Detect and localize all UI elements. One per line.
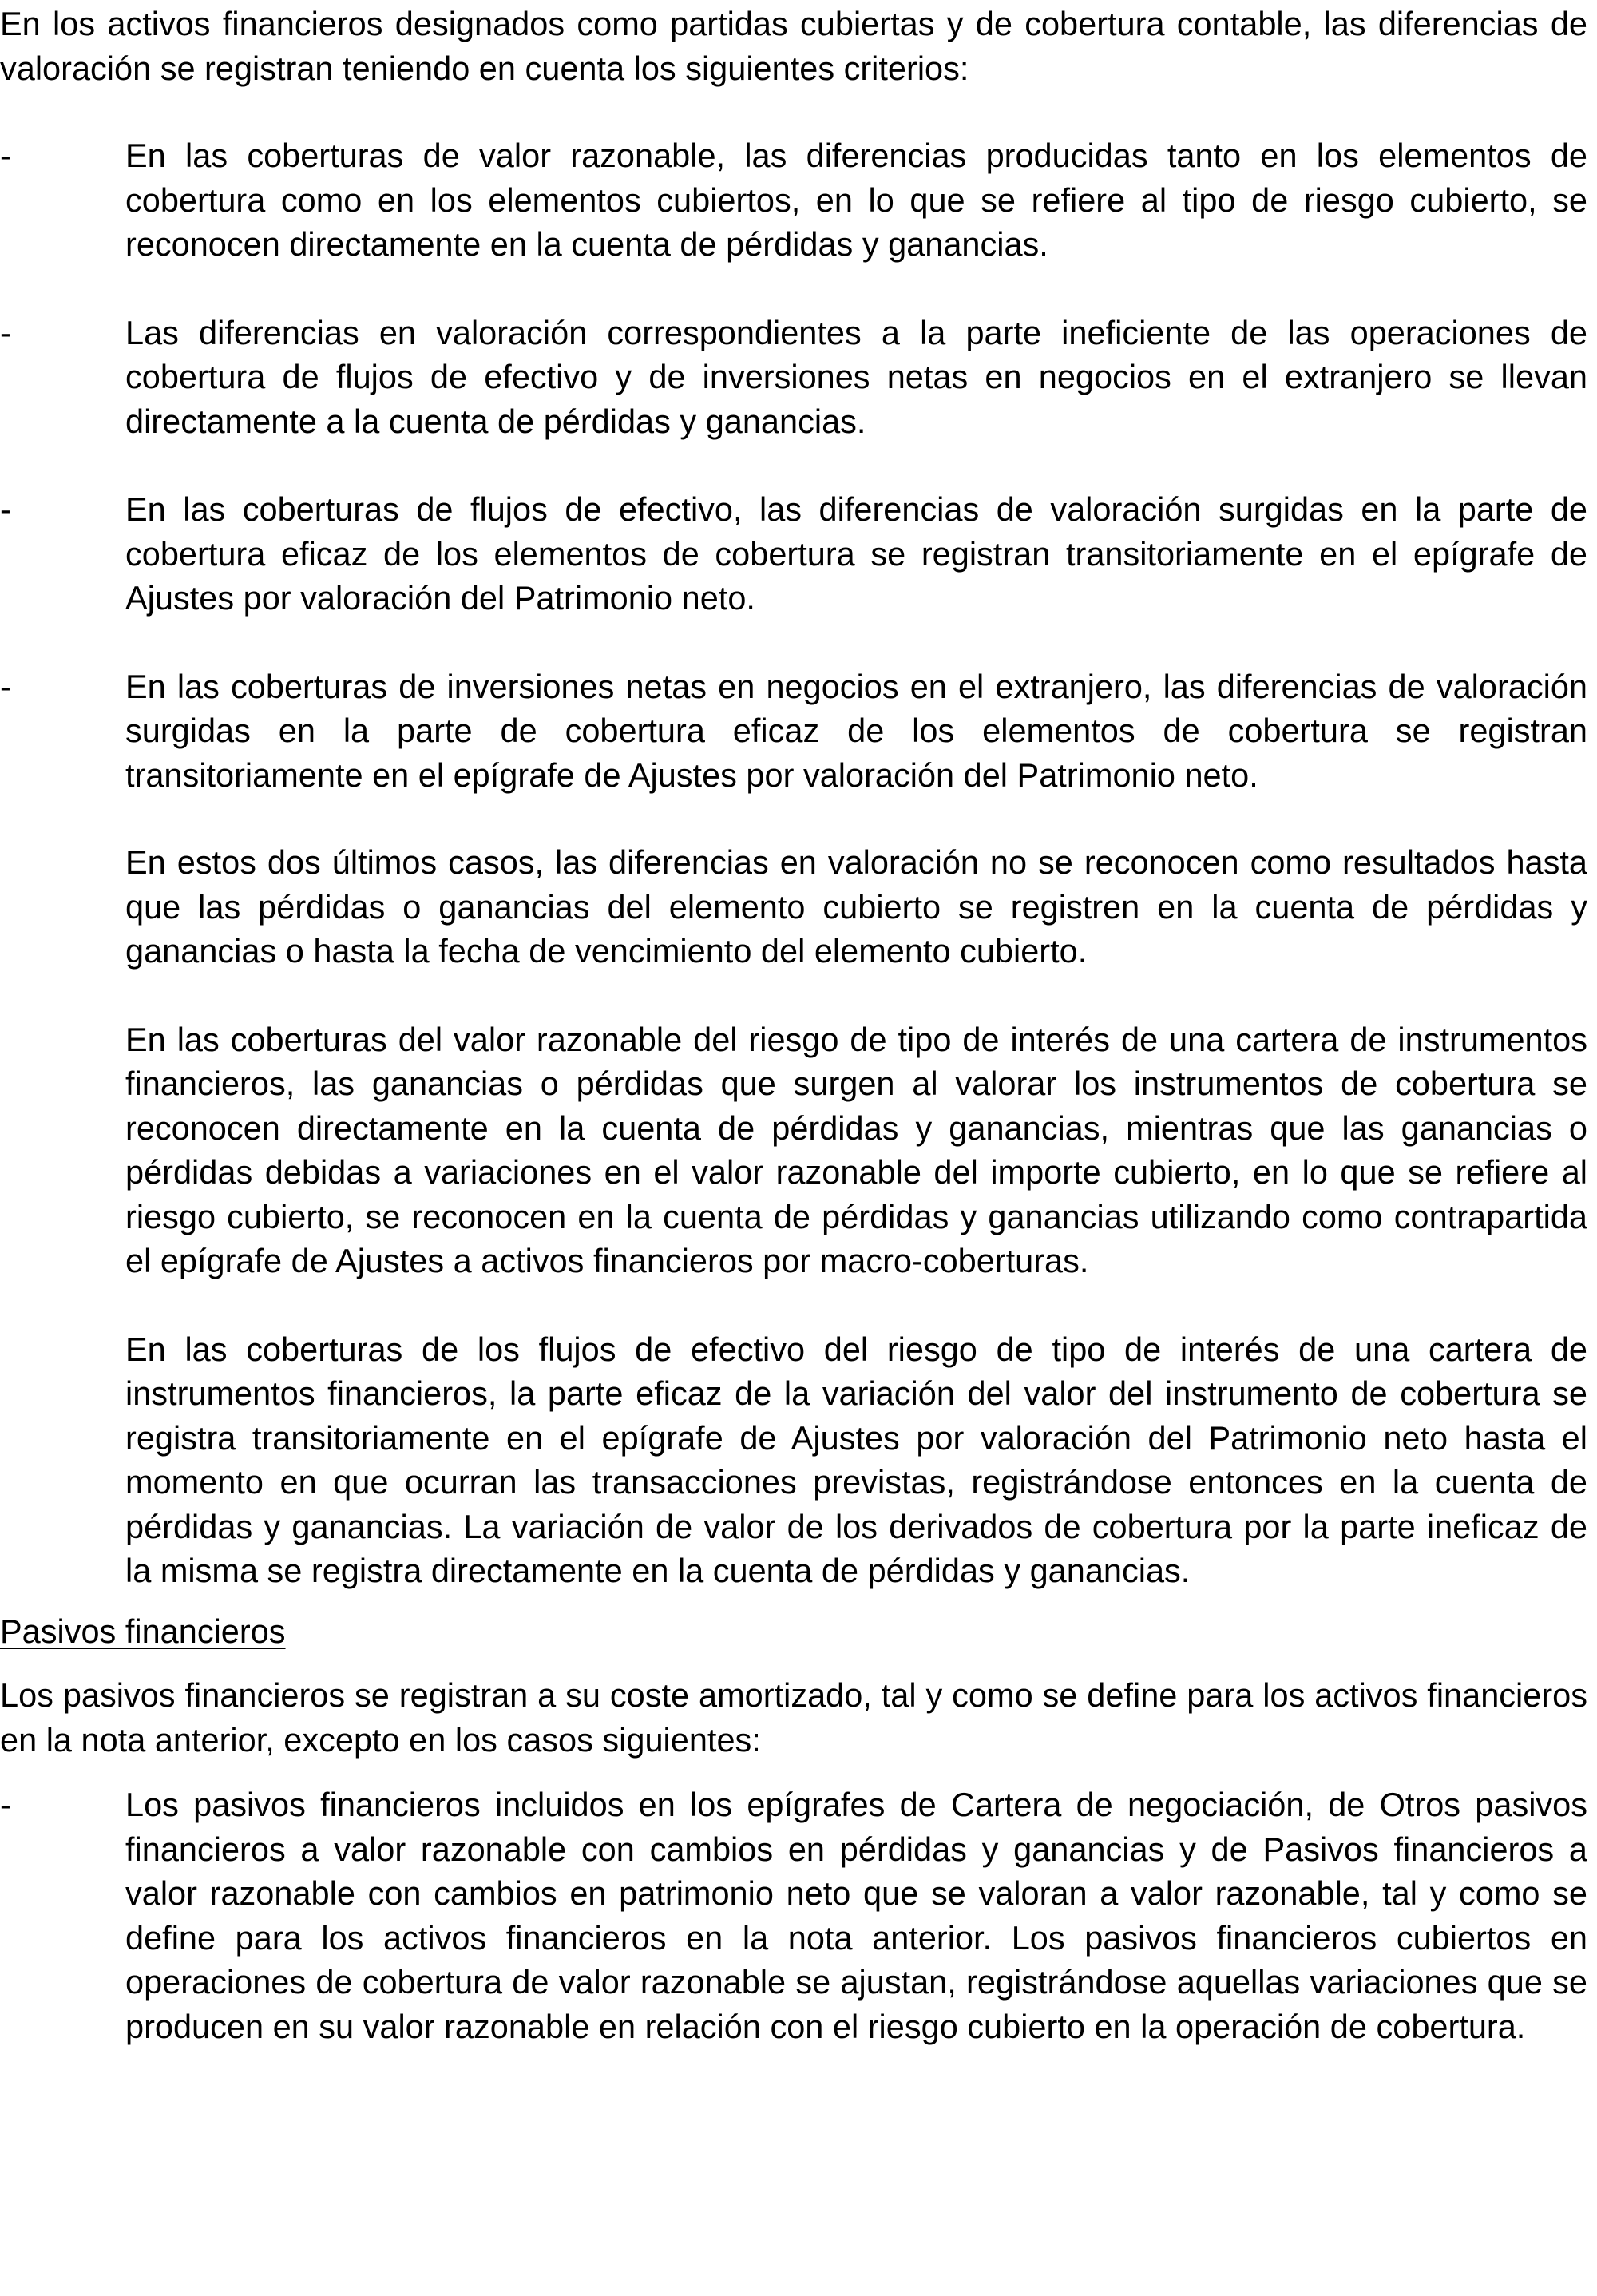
bullet-dash: - [0, 1786, 11, 1823]
list-item [0, 133, 1587, 267]
list-item-text: Los pasivos financieros incluidos en los epígrafes de Cartera de negociación, de Otros pasivos financieros a valor razonable con cambios en pérdidas y ganancias y de Pasivos financieros a valor razonable con cambios en patrimonio neto que se valoran a valor razonable, tal y como se define para los activos financieros en la nota anterior. Los pasivos financieros cubiertos en operaciones de cobertura de valor razonable se ajustan, registrándose aquellas variaciones que se producen en su valor razonable en relación con el riesgo cubierto en la operación de cobertura. [125, 1786, 1587, 2045]
indented-paragraph: En estos dos últimos casos, las diferencias en valoración no se reconocen como resultados hasta que las pérdidas o ganancias del elemento cubierto se registren en la cuenta de pérdidas y ganancias o hasta la fecha de vencimiento del elemento cubierto. [125, 843, 1587, 970]
indented-paragraph: En las coberturas de los flujos de efectivo del riesgo de tipo de interés de una cartera de instrumentos financieros, la parte eficaz de la variación del valor del instrumento de cobertura se registra transitoriamente en el epígrafe de Ajustes por valoración del Patrimonio neto hasta el momento en que ocurran las transacciones previstas, registrándose entonces en la cuenta de pérdidas y ganancias. La variación de valor de los derivados de cobertura por la parte ineficaz de la misma se registra directamente en la cuenta de pérdidas y ganancias. [125, 1330, 1587, 1589]
bullet-dash: - [0, 137, 11, 174]
bullet-dash: - [0, 490, 11, 528]
liabilities-intro-paragraph: Los pasivos financieros se registran a su coste amortizado, tal y como se define para los activos financieros en la nota anterior, excepto en los casos siguientes: [0, 1676, 1587, 1759]
list-item [0, 1782, 1587, 2048]
list-item [0, 311, 1587, 444]
list-item-text: Las diferencias en valoración correspondientes a la parte ineficiente de las operaciones de cobertura de flujos de efectivo y de inversiones netas en negocios en el extranjero se llevan directamente a la cuenta de pérdidas y ganancias. [125, 313, 1587, 440]
section-heading: Pasivos financieros [0, 1612, 286, 1650]
list-item [0, 487, 1587, 621]
indented-paragraph: En las coberturas del valor razonable del riesgo de tipo de interés de una cartera de instrumentos financieros, las ganancias o pérdidas que surgen al valorar los instrumentos de cobertura se reconocen directamente en la cuenta de pérdidas y ganancias, mientras que las ganancias o pérdidas debidas a variaciones en el valor razonable del importe cubierto, en lo que se refiere al riesgo cubierto, se reconocen en la cuenta de pérdidas y ganancias utilizando como contrapartida el epígrafe de Ajustes a activos financieros por macro-coberturas. [125, 1020, 1587, 1279]
intro-paragraph: En los activos financieros designados como partidas cubiertas y de cobertura contable, las diferencias de valoración se registran teniendo en cuenta los siguientes criterios: [0, 5, 1587, 87]
list-item-text: En las coberturas de valor razonable, las diferencias producidas tanto en los elementos de cobertura como en los elementos cubiertos, en lo que se refiere al tipo de riesgo cubierto, se reconocen directamente en la cuenta de pérdidas y ganancias. [125, 137, 1587, 263]
bullet-dash: - [0, 313, 11, 351]
list-item-text: En las coberturas de inversiones netas en negocios en el extranjero, las diferencias de valoración surgidas en la parte de cobertura eficaz de los elementos de cobertura se registran transitoriamente en el epígrafe de Ajustes por valoración del Patrimonio neto. [125, 667, 1587, 794]
list-item-text: En las coberturas de flujos de efectivo, las diferencias de valoración surgidas en la parte de cobertura eficaz de los elementos de cobertura se registran transitoriamente en el epígrafe de Ajustes por valoración del Patrimonio neto. [125, 490, 1587, 617]
list-item [0, 664, 1587, 798]
bullet-dash: - [0, 667, 11, 705]
